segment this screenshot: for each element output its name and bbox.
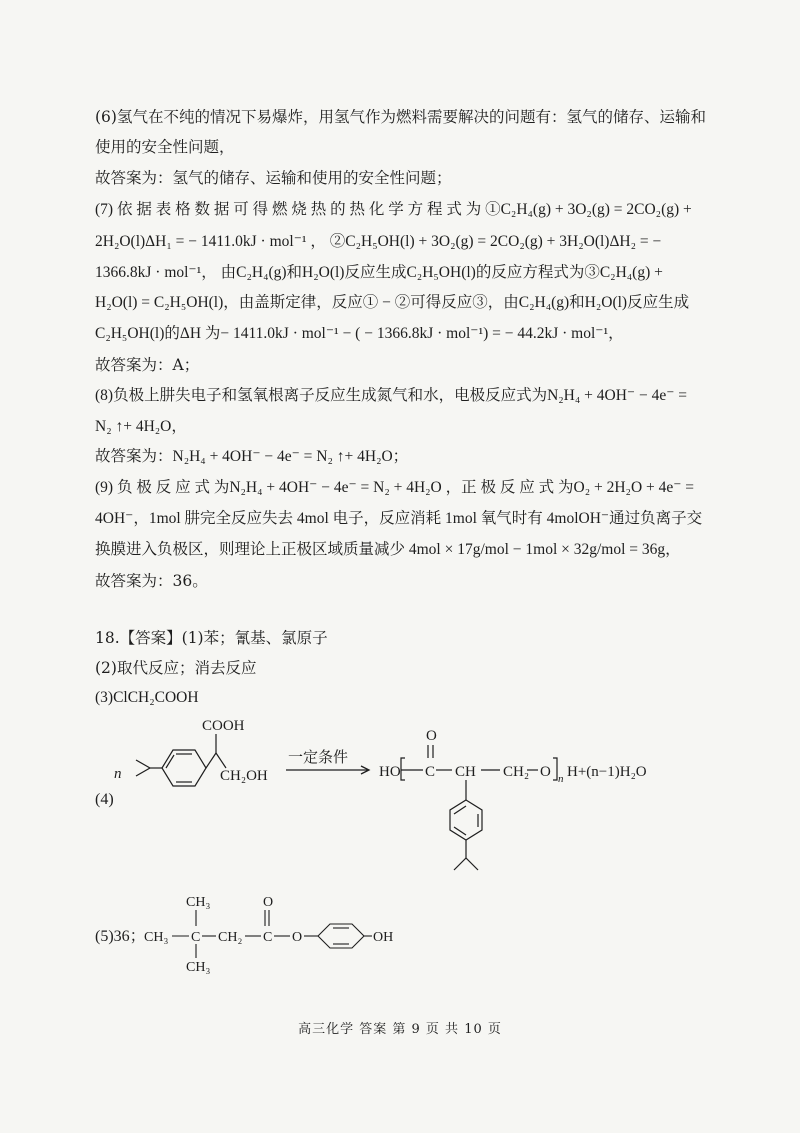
product-carbonyl-carbon: C <box>425 764 436 780</box>
question-5-answer: (5)36； <box>95 928 146 945</box>
quaternary-carbon: C <box>191 930 201 945</box>
coefficient-n: n <box>114 766 122 782</box>
text-line: 4OH⁻，1mol 肼完全反应失去 4mol 电子，反应消耗 1mol 氧气时有 4molOH⁻通过负离子交 <box>95 510 703 527</box>
carbonyl-oxygen: O <box>263 895 274 910</box>
polymerization-reaction-diagram <box>90 708 730 888</box>
methyl-left: CH₃ <box>144 930 169 945</box>
text-line: 1366.8kJ · mol⁻¹， 由C₂H₄(g)和H₂O(l)反应生成C₂H₅OH(l)的反应方程式为③C₂H₄(g) + <box>95 264 663 281</box>
text-line: (2)取代反应；消去反应 <box>95 659 257 677</box>
text-line: (8)负极上肼失电子和氢氧根离子反应生成氮气和水，电极反应式为N₂H₄ + 4OH⁻ − 4e⁻ = <box>95 387 687 404</box>
text-line: 故答案为：氢气的储存、运输和使用的安全性问题； <box>95 169 452 187</box>
carboxyl-group: COOH <box>202 718 245 734</box>
methyl-bottom: CH₃ <box>186 960 211 975</box>
text-line: 换膜进入负极区，则理论上正极区域质量减少 4mol × 17g/mol − 1mol × 32g/mol = 36g， <box>95 541 681 558</box>
product-ch: CH <box>455 764 476 780</box>
text-line: 使用的安全性问题， <box>95 138 235 156</box>
text-line: N₂ ↑+ 4H₂O， <box>95 418 187 435</box>
page-footer: 高三化学 答案 第 9 页 共 10 页 <box>298 1022 502 1037</box>
reaction-condition: 一定条件 <box>288 748 349 766</box>
carbonyl-carbon: C <box>263 930 273 945</box>
text-line: (3)ClCH₂COOH <box>95 689 199 706</box>
text-line: C₂H₅OH(l)的ΔH 为− 1411.0kJ · mol⁻¹ − ( − 1366.8kJ · mol⁻¹) = − 44.2kJ · mol⁻¹， <box>95 325 624 342</box>
text-line: 2H₂O(l)ΔH₁ = − 1411.0kJ · mol⁻¹ ， ②C₂H₅OH(l) + 3O₂(g) = 2CO₂(g) + 3H₂O(l)ΔH₂ = − <box>95 233 662 250</box>
methylene: CH₂ <box>218 930 243 945</box>
text-line: (7) 依 据 表 格 数 据 可 得 燃 烧 热 的 热 化 学 方 程 式 为 ①C₂H₄(g) + 3O₂(g) = 2CO₂(g) + <box>95 201 692 218</box>
text-line: 故答案为：A； <box>95 356 200 374</box>
text-line: (9) 负 极 反 应 式 为N₂H₄ + 4OH⁻ − 4e⁻ = N₂ + 4H₂O ，正 极 反 应 式 为O₂ + 2H₂O + 4e⁻ = <box>95 479 695 496</box>
text-line: 故答案为：36。 <box>95 572 208 590</box>
answer-18-heading: 18.【答案】(1)苯；氰基、氯原子 <box>95 629 328 647</box>
text-line: (6)氢气在不纯的情况下易爆炸，用氢气作为燃料需要解决的问题有：氢气的储存、运输和 <box>95 108 706 126</box>
carbonyl-oxygen: O <box>426 728 437 744</box>
hydroxymethyl-group: CH₂OH <box>220 768 268 784</box>
hydroxyl: OH <box>373 930 394 945</box>
product-tail: H+(n−1)H₂O <box>567 764 647 780</box>
text-line: 故答案为：N₂H₄ + 4OH⁻ − 4e⁻ = N₂ ↑+ 4H₂O； <box>95 448 409 465</box>
product-ch2: CH₂ <box>503 764 530 780</box>
question-4-label: (4) <box>95 791 114 808</box>
methyl-top: CH₃ <box>186 895 211 910</box>
product-ho: HO <box>379 764 401 780</box>
isomer-structure <box>90 888 510 983</box>
repeat-subscript: n <box>558 773 564 785</box>
benzene-ring <box>162 734 226 786</box>
reaction-arrow <box>286 766 369 774</box>
product-oxygen: O <box>540 764 551 780</box>
isopropyl-group <box>136 760 162 776</box>
ester-oxygen: O <box>292 930 303 945</box>
text-line: H₂O(l) = C₂H₅OH(l)，由盖斯定律，反应① − ②可得反应③，由C₂H₄(g)和H₂O(l)反应生成 <box>95 294 690 311</box>
